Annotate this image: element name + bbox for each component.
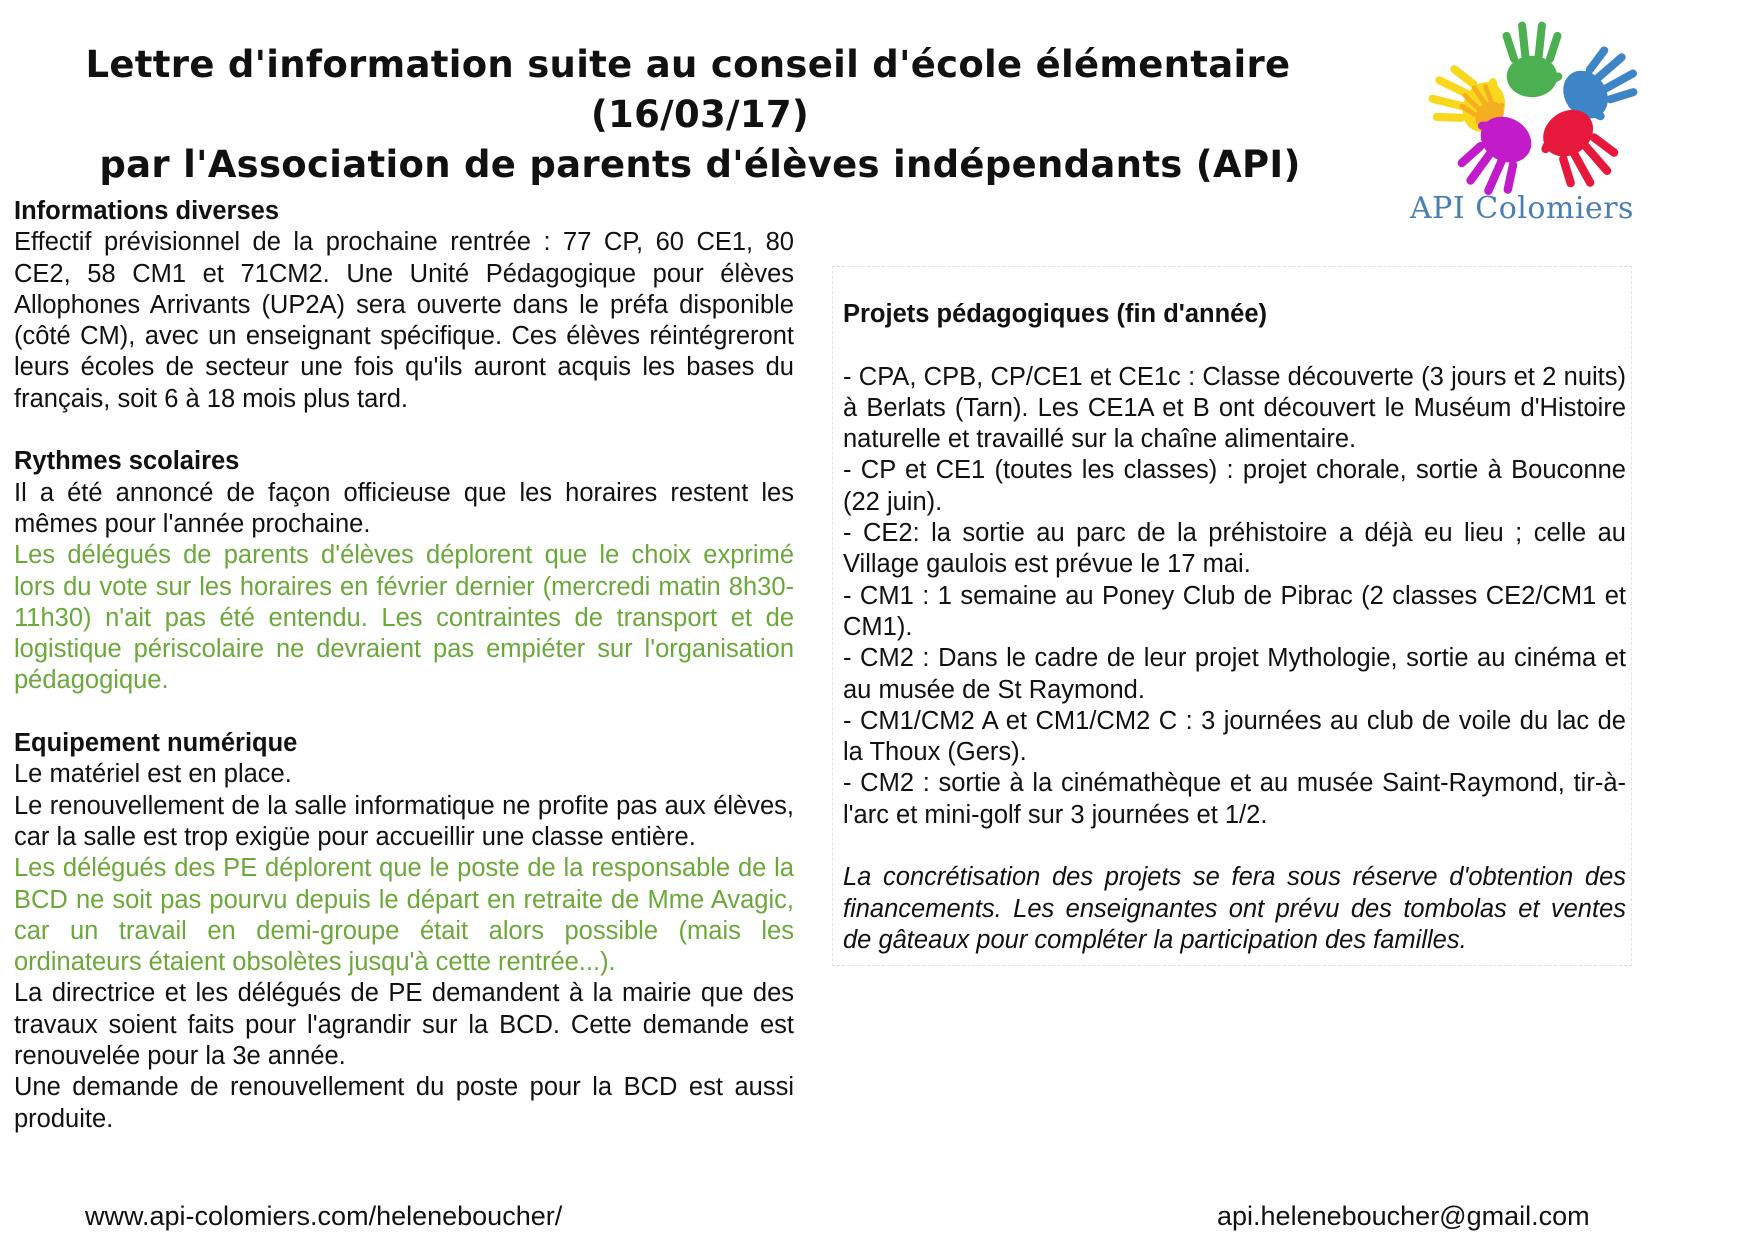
section-title-rythmes: Rythmes scolaires bbox=[14, 447, 240, 476]
logo-text: API Colomiers bbox=[1410, 191, 1634, 226]
title-line-2: par l'Association de parents d'élèves indépendants (API) bbox=[99, 143, 1301, 186]
footer-email-link[interactable]: api.heleneboucher@gmail.com bbox=[1217, 1201, 1590, 1231]
list-item: - CM1/CM2 A et CM1/CM2 C : 3 journées au club de voile du lac de la Thoux (Gers). bbox=[843, 706, 1626, 767]
paragraph: Effectif prévisionnel de la prochaine rentrée : 77 CP, 60 CE1, 80 CE2, 58 CM1 et 71CM2. Une Unité Pédagogique pour élèves Allophones Arrivants (UP2A) sera ouverte dans le préfa disponible (côté CM), avec un enseignant spécifique. Ces élèves réintégreront leurs écoles de secteur une fois qu'ils auront acquis les bases du français, soit 6 à 18 mois plus tard. bbox=[14, 228, 794, 413]
paragraph-highlight: Les délégués des PE déplorent que le poste de la responsable de la BCD ne soit pas pourvu depuis le départ en retraite de Mme Avagic, car un travail en demi-groupe était alors possible (mais les ordinateurs étaient obsolètes jusqu'à cette rentrée...). bbox=[14, 854, 794, 977]
financing-note: La concrétisation des projets se fera sous réserve d'obtention des financements. Les enseignantes ont prévu des tombolas et ventes de gâteaux pour compléter la participation des familles. bbox=[843, 863, 1626, 954]
list-item: - CM1 : 1 semaine au Poney Club de Pibrac (2 classes CE2/CM1 et CM1). bbox=[843, 581, 1626, 641]
list-item: - CM2 : Dans le cadre de leur projet Mythologie, sortie au cinéma et au musée de St Raymond. bbox=[843, 644, 1626, 704]
left-column bbox=[14, 196, 794, 1135]
list-item: - CP et CE1 (toutes les classes) : projet chorale, sortie à Bouconne (22 juin). bbox=[843, 456, 1626, 516]
projects-box bbox=[832, 266, 1632, 966]
paragraph: Une demande de renouvellement du poste pour la BCD est aussi produite. bbox=[14, 1073, 794, 1133]
paragraph-highlight: Les délégués de parents d'élèves déplorent que le choix exprimé lors du vote sur les horaires en février dernier (mercredi matin 8h30-11h30) n'ait pas été entendu. Les contraintes de transport et de logistique périscolaire ne devraient pas empiéter sur l'organisation pédagogique. bbox=[14, 541, 794, 695]
section-title-projets: Projets pédagogiques (fin d'année) bbox=[843, 300, 1268, 328]
section-title-equipement: Equipement numérique bbox=[14, 729, 298, 758]
paragraph: Il a été annoncé de façon officieuse que les horaires restent les mêmes pour l'année prochaine. bbox=[14, 478, 794, 538]
paragraph: Le matériel est en place. bbox=[14, 760, 292, 789]
paragraph: Le renouvellement de la salle informatique ne profite pas aux élèves, car la salle est trop exigüe pour accueillir une classe entière. bbox=[14, 791, 794, 851]
page-title bbox=[30, 40, 1370, 190]
footer-website-link[interactable]: www.api-colomiers.com/heleneboucher/ bbox=[85, 1201, 563, 1231]
paragraph: La directrice et les délégués de PE demandent à la mairie que des travaux soient faits pour l'agrandir sur la BCD. Cette demande est renouvelée pour la 3e année. bbox=[14, 979, 794, 1071]
list-item: - CE2: la sortie au parc de la préhistoire a déjà eu lieu ; celle au Village gaulois est prévue le 17 mai. bbox=[843, 519, 1626, 579]
list-item: - CPA, CPB, CP/CE1 et CE1c : Classe découverte (3 jours et 2 nuits) à Berlats (Tarn). Les CE1A et B ont découvert le Muséum d'Histoire naturelle et travaillé sur la chaîne alimentaire. bbox=[843, 362, 1626, 454]
section-title-informations: Informations diverses bbox=[14, 197, 279, 225]
list-item: - CM2 : sortie à la cinémathèque et au musée Saint-Raymond, tir-à-l'arc et mini-golf sur 3 journées et 1/2. bbox=[843, 769, 1626, 829]
title-line-1: Lettre d'information suite au conseil d'école élémentaire (16/03/17) bbox=[85, 43, 1291, 136]
